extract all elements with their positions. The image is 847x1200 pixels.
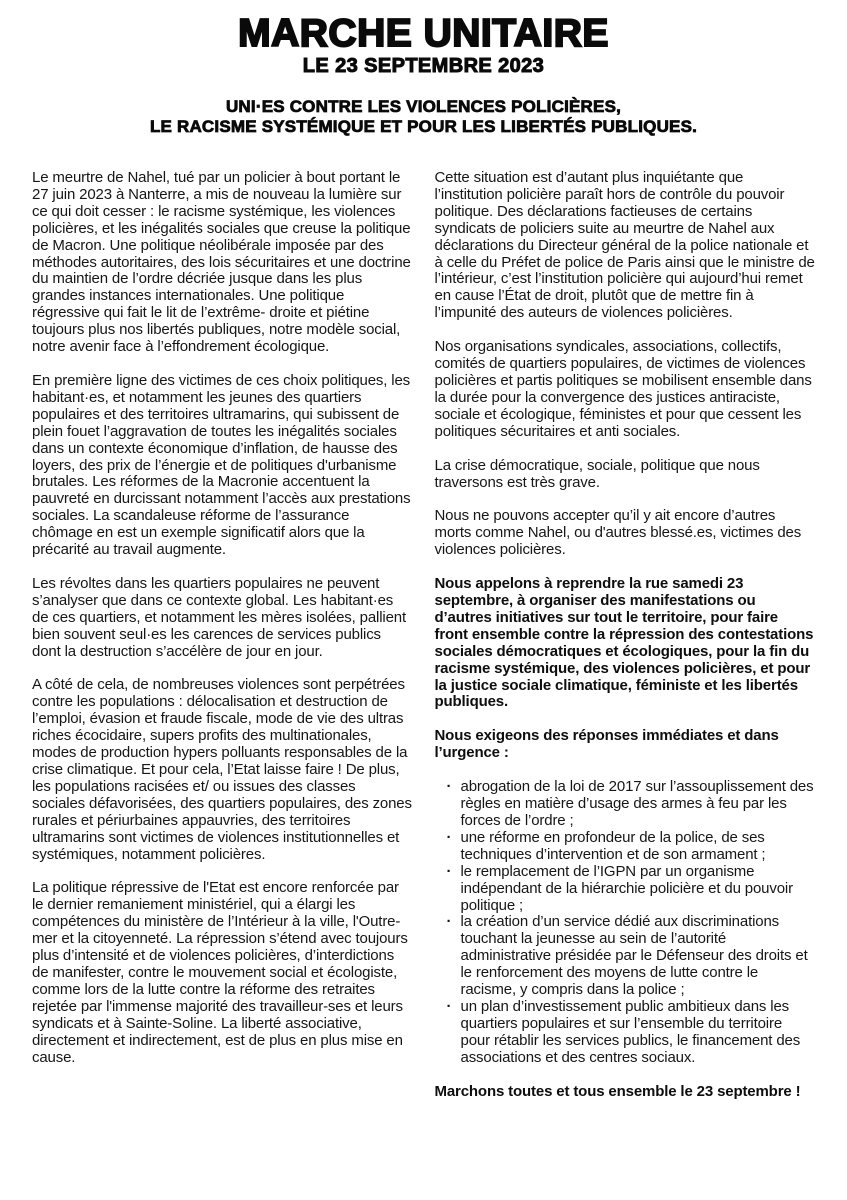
paragraph: Les révoltes dans les quartiers populaires ne peuvent s’analyser que dans ce contexte global. Les habitant·es de ces quartiers, et notamment les mères isolées, pallient bien souvent seul·es les carences de services publics dont la destruction s’accélère de jour en jour.	[32, 574, 406, 660]
demand-text: le remplacement de l’IGPN par un organisme indépendant de la hiérarchie policière et du pouvoir politique ;	[460, 862, 793, 914]
demand-text: une réforme en profondeur de la police, de ses techniques d’intervention et de son armament ;	[460, 828, 766, 863]
demands-heading: Nous exigeons des réponses immédiates et dans l’urgence :	[434, 727, 779, 762]
bullet-icon: ·	[446, 913, 452, 931]
demand-text: la création d’un service dédié aux discriminations touchant la jeunesse au sein de l’autorité administrative présidée par le Défenseur des droits et le renforcement des moyens de lutte contre le racisme, y compris dans la police ;	[460, 913, 808, 999]
closing-slogan: Marchons toutes et tous ensemble le 23 septembre !	[434, 1082, 801, 1100]
paragraph: Nos organisations syndicales, associations, collectifs, comités de quartiers populaires, de victimes de violences policières et partis politiques se mobilisent ensemble dans la durée pour la convergence des justices antiraciste, sociale et écologique, féministes et pour que cessent les politiques sécuritaires et anti sociales.	[434, 338, 812, 440]
demand-text: abrogation de la loi de 2017 sur l’assouplissement des règles en matière d’usage des armes à feu par les forces de l’ordre ;	[460, 778, 814, 829]
bullet-icon: ·	[446, 828, 452, 846]
call-to-action: Nous appelons à reprendre la rue samedi 23 septembre, à organiser des manifestations ou d’autres initiatives sur tout le territoire, pour faire front ensemble contre la répression des contestations sociales démocratiques et écologiques, pour la fin du racisme systémique, des violences policières, et pour la justice sociale climatique, féministe et les libertés publiques.	[434, 575, 814, 711]
demands-list	[435, 779, 816, 1066]
bullet-icon: ·	[446, 997, 452, 1015]
subtitle-line-2: LE RACISME SYSTÉMIQUE ET POUR LES LIBERTÉS PUBLIQUES.	[149, 116, 698, 136]
subtitle-line-1: UNI·ES CONTRE LES VIOLENCES POLICIÈRES,	[225, 97, 622, 116]
body-columns	[32, 170, 815, 1118]
paragraph: Nous ne pouvons accepter qu’il y ait encore d’autres morts comme Nahel, ou d'autres blessé.es, victimes des violences policières.	[434, 507, 802, 559]
masthead	[32, 14, 815, 136]
list-item	[447, 830, 816, 864]
paragraph: La crise démocratique, sociale, politique que nous traversons est très grave.	[434, 456, 760, 491]
paragraph: Cette situation est d’autant plus inquiétante que l’institution policière paraît hors de contrôle du pouvoir politique. Des déclarations factieuses de certains syndicats de policiers suite au meurtre de Nahel aux déclarations du Directeur général de la police nationale et à celle du Préfet de police de Paris ainsi que le ministre de l’intérieur, c’est l’institution policière qui aujourd’hui remet en cause l’État de droit, plutôt que de mettre fin à l’impunité des auteurs de violences policières.	[434, 169, 815, 322]
page-title: MARCHE UNITAIRE	[238, 12, 609, 55]
bullet-icon: ·	[446, 778, 452, 796]
bullet-icon: ·	[446, 862, 452, 880]
list-item	[447, 914, 816, 999]
list-item	[447, 999, 816, 1067]
right-column	[435, 170, 816, 1118]
event-date: LE 23 SEPTEMBRE 2023	[302, 55, 545, 77]
paragraph: Le meurtre de Nahel, tué par un policier à bout portant le 27 juin 2023 à Nanterre, a mis de nouveau la lumière sur ce qui doit cesser : le racisme systémique, les violences policières, et les inégalités sociales que creuse la politique de Macron. Une politique néolibérale imposée par des méthodes autoritaires, des lois sécuritaires et une doctrine du maintien de l’ordre décriée jusque dans les plus grandes instances internationales. Une politique régressive qui fait le lit de l’extrême- droite et piétine toujours plus nos libertés publiques, notre modèle social, notre avenir face à l’effondrement écologique.	[32, 169, 411, 356]
left-column	[32, 170, 413, 1118]
list-item	[447, 779, 816, 830]
subtitle	[32, 97, 815, 136]
demand-text: un plan d’investissement public ambitieux dans les quartiers populaires et sur l’ensemble du territoire pour rétablir les services publics, le financement des associations et des centres sociaux.	[460, 997, 801, 1066]
paragraph: En première ligne des victimes de ces choix politiques, les habitant·es, et notamment les jeunes des quartiers populaires et des territoires ultramarins, qui subissent de plein fouet l’aggravation de toutes les inégalités sociales dans un contexte économique d’inflation, de hausse des loyers, des prix de l’énergie et de politiques d'urbanisme brutales. Les réformes de la Macronie accentuent la pauvreté en durcissant notamment l’accès aux prestations sociales. La scandaleuse réforme de l’assurance chômage en est un exemple significatif alors que la précarité au travail augmente.	[32, 371, 411, 559]
paragraph: La politique répressive de l'Etat est encore renforcée par le dernier remaniement ministériel, qui a élargi les compétences du ministère de l’Intérieur à la ville, l'Outre-mer et la citoyenneté. La répression s’étend avec toujours plus d’intensité et de violences policières, d’interdictions de manifester, contre le mouvement social et écologiste, comme lors de la lutte contre la réforme des retraites rejetée par l'immense majorité des travailleur-ses et leurs syndicats et à Sainte-Soline. La liberté associative, directement et indirectement, est de plus en plus mise en cause.	[32, 879, 408, 1066]
list-item	[447, 864, 816, 915]
paragraph: A côté de cela, de nombreuses violences sont perpétrées contre les populations : délocalisation et destruction de l’emploi, évasion et fraude fiscale, mode de vie des ultras riches écocidaire, supers profits des multinationales, modes de production hypers polluants responsables de la crise climatique. Et pour cela, l’Etat laisse faire ! De plus, les populations racisées et/ ou issues des classes sociales défavorisées, des quartiers populaires, des zones rurales et périurbaines appauvries, des territoires ultramarins sont victimes de violences institutionnelles et systémiques, notamment policières.	[32, 676, 412, 863]
